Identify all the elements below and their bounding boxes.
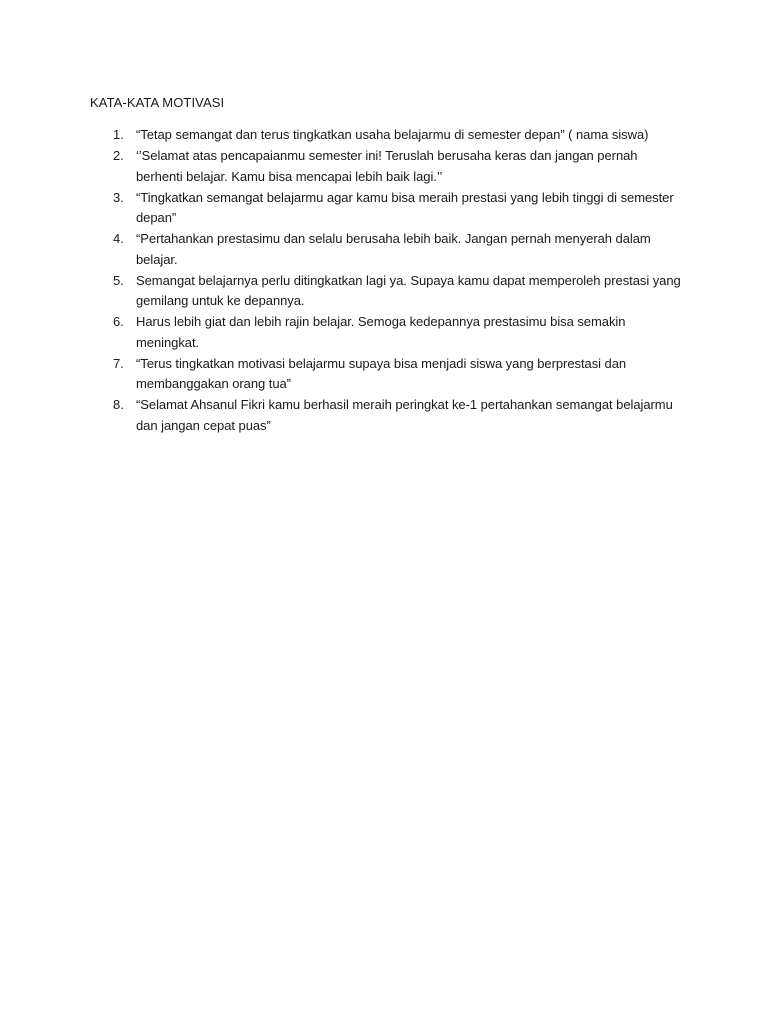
item-number: 1. <box>113 127 124 142</box>
document-heading: KATA-KATA MOTIVASI <box>90 95 225 110</box>
item-text: Harus lebih giat dan lebih rajin belajar. Semoga kedepannya prestasimu bisa semakin meningkat. <box>136 314 626 350</box>
list-item <box>0 229 768 270</box>
list-item <box>0 146 768 187</box>
item-text: “Selamat Ahsanul Fikri kamu berhasil meraih peringkat ke-1 pertahankan semangat belajarmu dan jangan cepat puas” <box>136 397 673 433</box>
item-text: “Tingkatkan semangat belajarmu agar kamu bisa meraih prestasi yang lebih tinggi di semester depan” <box>136 189 674 225</box>
item-text: “Terus tingkatkan motivasi belajarmu supaya bisa menjadi siswa yang berprestasi dan membanggakan orang tua” <box>136 355 627 391</box>
item-number: 6. <box>113 314 124 329</box>
item-text: Semangat belajarnya perlu ditingkatkan lagi ya. Supaya kamu dapat memperoleh prestasi yang gemilang untuk ke depannya. <box>136 272 681 308</box>
list-item <box>0 354 768 395</box>
item-number: 5. <box>113 272 124 288</box>
list-item <box>0 125 768 146</box>
item-text: “Tetap semangat dan terus tingkatkan usaha belajarmu di semester depan” ( nama siswa) <box>136 127 649 142</box>
item-number: 3. <box>113 189 124 205</box>
item-number: 2. <box>113 148 124 163</box>
list-item <box>0 395 768 436</box>
item-number: 4. <box>113 231 124 246</box>
item-text: “Pertahankan prestasimu dan selalu berusaha lebih baik. Jangan pernah menyerah dalam belajar. <box>136 231 651 267</box>
item-text: ‘’Selamat atas pencapaianmu semester ini! Teruslah berusaha keras dan jangan pernah berhenti belajar. Kamu bisa mencapai lebih baik lagi.’’ <box>136 148 638 184</box>
list-item <box>0 188 768 229</box>
list-item <box>0 271 768 312</box>
motivation-list <box>0 125 768 437</box>
item-number: 7. <box>113 355 124 371</box>
item-number: 8. <box>113 397 124 412</box>
list-item <box>0 312 768 353</box>
